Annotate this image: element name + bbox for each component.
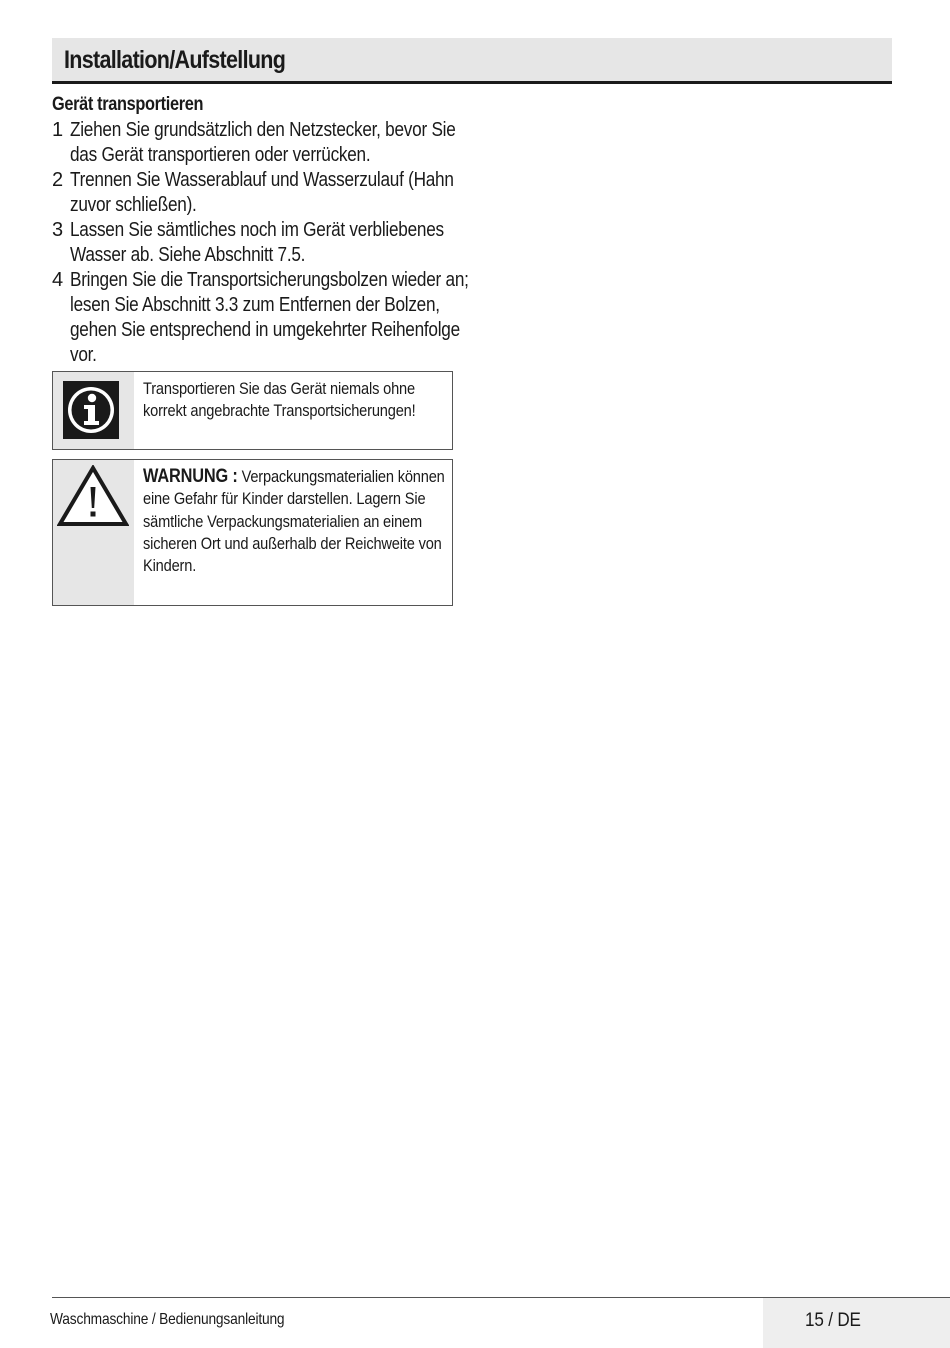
step-number: 2 [52,169,63,191]
step-number: 3 [52,219,63,241]
info-notice-text: Transportieren Sie das Gerät niemals ohne korrekt angebrachte Transportsicherungen! [143,379,416,421]
step-text: Ziehen Sie grundsätzlich den Netzstecker, bevor Sie das Gerät transportieren oder verrücken. [70,119,456,166]
list-item [52,268,492,368]
steps-list [52,118,492,368]
info-icon-cell [53,372,134,449]
section-heading: Gerät transportieren [52,94,204,115]
step-number: 1 [52,119,63,141]
content-column [52,92,492,368]
step-text: Trennen Sie Wasserablauf und Wasserzulauf (Hahn zuvor schließen). [70,169,454,216]
list-item [52,168,492,218]
info-icon [62,380,120,440]
footer-document-title: Waschmaschine / Bedienungsanleitung [50,1311,285,1328]
footer-page-box [763,1298,950,1348]
step-text: Bringen Sie die Transportsicherungsbolzen wieder an; lesen Sie Abschnitt 3.3 zum Entfernen der Bolzen, gehen Sie entsprechend in umgekehrter Reihenfolge vor. [70,269,469,366]
warning-triangle-icon [57,465,129,527]
warning-label: WARNUNG : [143,466,238,487]
list-item [52,218,492,268]
list-item [52,118,492,168]
step-text: Lassen Sie sämtliches noch im Gerät verbliebenes Wasser ab. Siehe Abschnitt 7.5. [70,219,444,266]
page-title: Installation/Aufstellung [64,46,286,74]
info-notice [52,371,453,450]
page-number: 15 / DE [805,1310,861,1331]
warning-notice-text [143,466,453,577]
warning-notice [52,459,453,606]
warning-body: Verpackungsmaterialien können eine Gefahr für Kinder darstellen. Lagern Sie sämtliche Verpackungsmaterialien an einem sicheren Ort und außerhalb der Reichweite von Kindern. [143,467,445,576]
warning-icon-cell [53,460,134,605]
section-header [52,38,892,84]
step-number: 4 [52,269,63,291]
